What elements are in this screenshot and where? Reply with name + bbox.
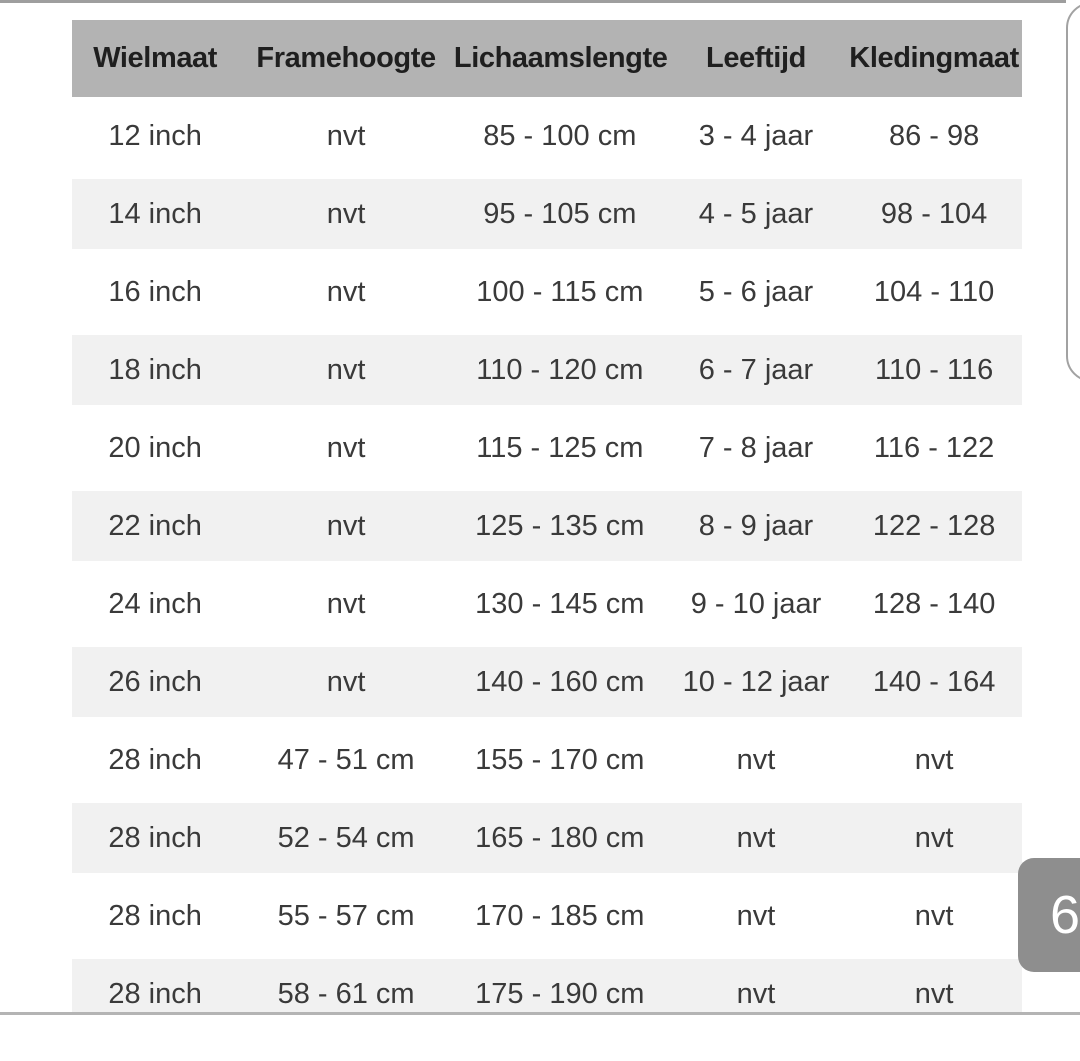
- table-row: [72, 97, 1022, 175]
- table-row: [72, 721, 1022, 799]
- table-header-row: [72, 20, 1022, 97]
- table-cell: 130 - 145 cm: [475, 587, 645, 620]
- table-cell: 6 - 7 jaar: [698, 353, 814, 386]
- table-cell: nvt: [326, 119, 366, 152]
- table-row: [72, 877, 1022, 955]
- table-cell: nvt: [914, 977, 954, 1010]
- table-cell: nvt: [736, 977, 776, 1010]
- table-cell: 3 - 4 jaar: [698, 119, 814, 152]
- table-cell: nvt: [326, 431, 366, 464]
- table-cell: 12 inch: [108, 119, 202, 152]
- table-cell: 18 inch: [108, 353, 202, 386]
- table-cell: 10 - 12 jaar: [682, 665, 830, 698]
- table-row: [72, 643, 1022, 721]
- table-cell: 28 inch: [108, 821, 202, 854]
- table-cell: 155 - 170 cm: [475, 743, 645, 776]
- table-row: [72, 565, 1022, 643]
- table-cell: nvt: [326, 509, 366, 542]
- table-cell: 116 - 122: [873, 431, 995, 464]
- table-cell: 110 - 116: [874, 353, 994, 386]
- table-row: [72, 487, 1022, 565]
- table-cell: 100 - 115 cm: [476, 275, 644, 308]
- table-cell: 128 - 140: [872, 587, 996, 620]
- table-cell: 55 - 57 cm: [277, 899, 415, 932]
- table-cell: 140 - 164: [872, 665, 996, 698]
- table-cell: 7 - 8 jaar: [698, 431, 814, 464]
- page-number-badge: [1018, 858, 1080, 972]
- table-cell: 52 - 54 cm: [277, 821, 415, 854]
- table-cell: nvt: [914, 743, 954, 776]
- table-cell: 22 inch: [108, 509, 202, 542]
- table-cell: 175 - 190 cm: [475, 977, 645, 1010]
- table-cell: 95 - 105 cm: [483, 197, 637, 230]
- header-cell: Leeftijd: [706, 42, 806, 74]
- table-cell: nvt: [326, 197, 366, 230]
- table-cell: nvt: [914, 821, 954, 854]
- table-cell: 110 - 120 cm: [476, 353, 644, 386]
- table-cell: 125 - 135 cm: [475, 509, 645, 542]
- table-body: [72, 97, 1022, 1033]
- table-row: [72, 409, 1022, 487]
- table-cell: 24 inch: [108, 587, 202, 620]
- table-cell: 58 - 61 cm: [277, 977, 415, 1010]
- table-cell: nvt: [326, 665, 366, 698]
- table-cell: 26 inch: [108, 665, 202, 698]
- table-cell: 85 - 100 cm: [483, 119, 637, 152]
- table-cell: nvt: [736, 821, 776, 854]
- table-cell: 28 inch: [108, 743, 202, 776]
- table-cell: 122 - 128: [872, 509, 996, 542]
- table-cell: nvt: [736, 743, 776, 776]
- table-cell: 47 - 51 cm: [277, 743, 415, 776]
- table-cell: 115 - 125 cm: [476, 431, 644, 464]
- table-cell: nvt: [326, 275, 366, 308]
- header-cell: Wielmaat: [93, 42, 218, 74]
- bottom-divider: [0, 1012, 1080, 1061]
- table-cell: 14 inch: [108, 197, 202, 230]
- next-image-card-edge[interactable]: [1066, 2, 1080, 382]
- table-cell: 104 - 110: [873, 275, 995, 308]
- table-cell: 9 - 10 jaar: [690, 587, 822, 620]
- table-row: [72, 253, 1022, 331]
- table-cell: 98 - 104: [880, 197, 988, 230]
- table-cell: nvt: [736, 899, 776, 932]
- table-cell: 8 - 9 jaar: [698, 509, 814, 542]
- table-cell: 28 inch: [108, 977, 202, 1010]
- table-cell: nvt: [326, 353, 366, 386]
- header-cell: Framehoogte: [256, 42, 436, 74]
- table-cell: nvt: [326, 587, 366, 620]
- table-cell: 170 - 185 cm: [475, 899, 645, 932]
- top-divider: [0, 0, 1066, 3]
- table-cell: nvt: [914, 899, 954, 932]
- table-row: [72, 175, 1022, 253]
- table-row: [72, 331, 1022, 409]
- table-cell: 5 - 6 jaar: [698, 275, 814, 308]
- table-cell: 16 inch: [108, 275, 202, 308]
- table-cell: 28 inch: [108, 899, 202, 932]
- table-cell: 20 inch: [108, 431, 202, 464]
- table-cell: 86 - 98: [888, 119, 980, 152]
- table-row: [72, 799, 1022, 877]
- table-cell: 4 - 5 jaar: [698, 197, 814, 230]
- bike-size-table: [72, 20, 1022, 1033]
- header-cell: Lichaamslengte: [453, 42, 668, 74]
- table-cell: 140 - 160 cm: [475, 665, 645, 698]
- header-cell: Kledingmaat: [849, 42, 1019, 74]
- table-cell: 165 - 180 cm: [475, 821, 645, 854]
- page-number: 6: [1050, 885, 1080, 945]
